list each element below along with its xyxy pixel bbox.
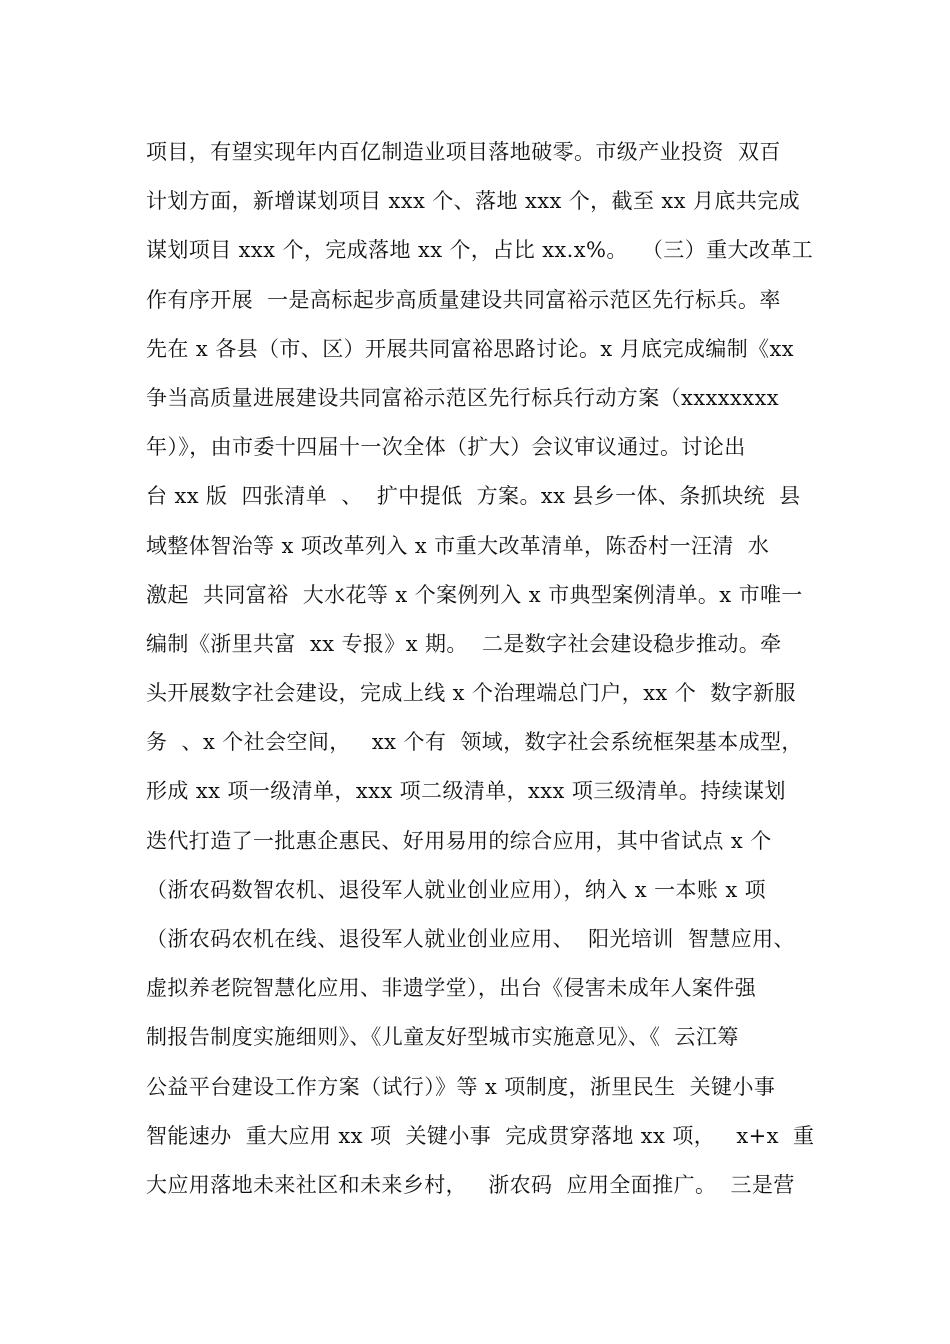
text-line: 谋划项目 xxx 个，完成落地 xx 个，占比 xx.x%。 （三）重大改革工: [146, 238, 814, 263]
text-line: 项目，有望实现年内百亿制造业项目落地破零。市级产业投资 双百: [146, 140, 781, 164]
text-line: 作有序开展 一是高标起步高质量建设共同富裕示范区先行标兵。率: [146, 287, 781, 312]
text-line: 计划方面，新增谋划项目 xxx 个、落地 xxx 个，截至 xx 月底共完成: [146, 189, 800, 214]
text-line: 年）》，由市委十四届十一次全体（扩大）会议审议通过。讨论出: [146, 435, 746, 460]
text-line: 激起 共同富裕 大水花等 x 个案例列入 x 市典型案例清单。x 市唯一: [146, 582, 803, 607]
text-line: 制报告制度实施细则》、《儿童友好型城市实施意见》、《 云江筹: [146, 1025, 739, 1050]
text-line: 先在 x 各县（市、区）开展共同富裕思路讨论。x 月底完成编制《xx: [146, 336, 794, 361]
text-line: 争当高质量进展建设共同富裕示范区先行标兵行动方案（xxxxxxxx: [146, 385, 779, 410]
text-line: 编制《浙里共富 xx 专报》x 期。 二是数字社会建设稳步推动。牵: [146, 631, 782, 656]
text-line: 域整体智治等 x 项改革列入 x 市重大改革清单，陈岙村一汪清 水: [146, 533, 770, 558]
text-line: 形成 xx 项一级清单，xxx 项二级清单，xxx 项三级清单。持续谋划: [146, 779, 786, 804]
text-line: 头开展数字社会建设，完成上线 x 个治理端总门户，xx 个 数字新服: [146, 681, 796, 706]
text-line: 智能速办 重大应用 xx 项 关键小事 完成贯穿落地 xx 项， x+x 重: [146, 1123, 815, 1148]
text-line: 虚拟养老院智慧化应用、非遗学堂），出台《侵害未成年人案件强: [146, 976, 757, 1001]
text-line: 大应用落地未来社区和未来乡村， 浙农码 应用全面推广。 三是营: [146, 1172, 795, 1197]
text-line: （浙农码农机在线、退役军人就业创业应用、 阳光培训 智慧应用、: [146, 927, 795, 951]
text-line: 台 xx 版 四张清单 、 扩中提低 方案。xx 县乡一体、条抓块统 县: [146, 484, 801, 509]
text-line: 迭代打造了一批惠企惠民、好用易用的综合应用，其中省试点 x 个: [146, 828, 772, 853]
text-line: 务 、x 个社会空间， xx 个有 领域，数字社会系统框架基本成型，: [146, 730, 803, 755]
body-text: [146, 128, 846, 1210]
text-line: 公益平台建设工作方案（试行）》等 x 项制度，浙里民生 关键小事: [146, 1074, 776, 1099]
text-line: （浙农码数智农机、退役军人就业创业应用），纳入 x 一本账 x 项: [146, 877, 767, 902]
